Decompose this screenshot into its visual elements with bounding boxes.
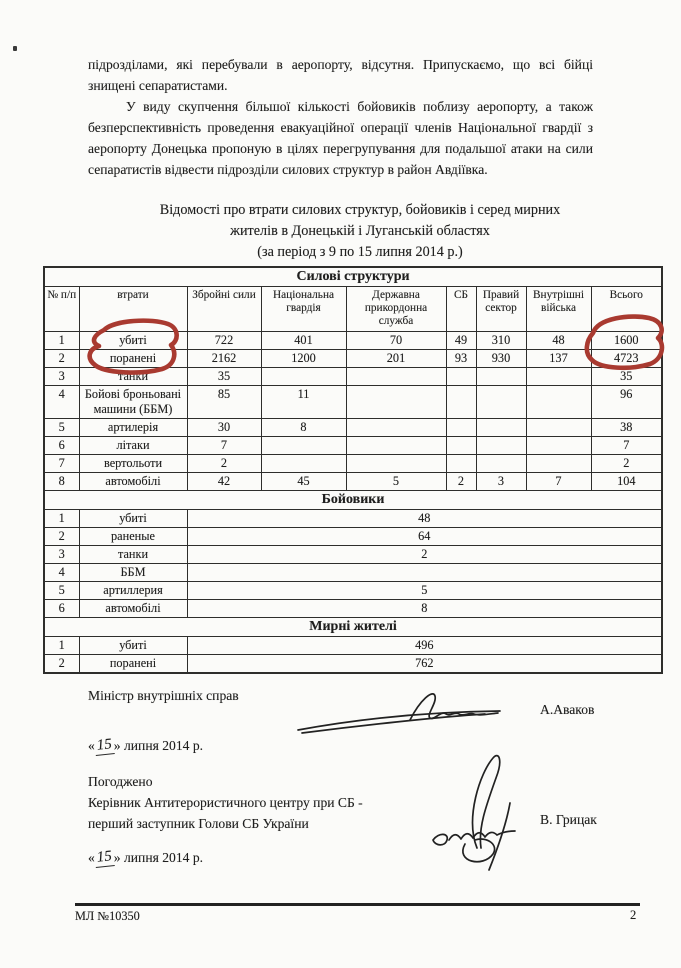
scan-artifact-speck — [13, 46, 17, 51]
section-header-row — [44, 267, 662, 287]
table-cell: 48 — [526, 332, 591, 350]
column-header: Всього — [591, 287, 662, 332]
section-header-row — [44, 618, 662, 637]
body-text-block — [88, 54, 593, 180]
table-cell — [346, 368, 446, 386]
table-row — [44, 455, 662, 473]
handwritten-day: 15 — [94, 848, 115, 868]
table-cell — [346, 437, 446, 455]
table-cell: 401 — [261, 332, 346, 350]
date-rest: » липня 2014 р. — [113, 738, 204, 753]
casualty-table — [43, 266, 663, 674]
table-cell: 8 — [187, 600, 662, 618]
table-cell: артилерія — [79, 419, 187, 437]
column-header: Внутрішні війська — [526, 287, 591, 332]
table-cell: 1600 — [591, 332, 662, 350]
signature-avakov — [292, 686, 534, 738]
table-cell: 2 — [187, 455, 261, 473]
table-cell: 85 — [187, 386, 261, 419]
table-cell: 930 — [476, 350, 526, 368]
table-cell — [526, 419, 591, 437]
signature-hrytsak — [425, 748, 537, 872]
table-cell: 96 — [591, 386, 662, 419]
table-cell — [187, 564, 662, 582]
table-cell — [446, 386, 476, 419]
column-header: Збройні сили — [187, 287, 261, 332]
chief-title-line2: перший заступник Голови СБ України — [88, 816, 309, 831]
table-cell: 5 — [187, 582, 662, 600]
document-title — [75, 200, 645, 263]
table-cell: 2 — [44, 655, 79, 674]
table-cell: 5 — [44, 582, 79, 600]
table-cell: 30 — [187, 419, 261, 437]
table-cell: 42 — [187, 473, 261, 491]
table-cell: 7 — [187, 437, 261, 455]
paragraph: підрозділами, які перебували в аеропорту, відсутня. Припускаємо, що всі бійці знищені сепаратистами. — [88, 57, 593, 93]
table-cell: 6 — [44, 437, 79, 455]
table-cell: 38 — [591, 419, 662, 437]
minister-name: А.Аваков — [540, 702, 595, 717]
table-cell — [346, 455, 446, 473]
chief-name: В. Грицак — [540, 812, 597, 827]
table-cell — [446, 368, 476, 386]
chief-title-line1: Керівник Антитерористичного центру при СБ - — [88, 795, 363, 810]
table-cell — [446, 437, 476, 455]
doc-number: МЛ №10350 — [75, 909, 140, 923]
column-header: Правий сектор — [476, 287, 526, 332]
footer-divider — [75, 903, 640, 906]
table-cell: 11 — [261, 386, 346, 419]
table-cell: 35 — [187, 368, 261, 386]
table-row — [44, 437, 662, 455]
table-row — [44, 582, 662, 600]
table-cell: 1 — [44, 637, 79, 655]
column-header: № п/п — [44, 287, 79, 332]
table-cell: 2 — [187, 546, 662, 564]
column-header-row — [44, 287, 662, 332]
table-row — [44, 546, 662, 564]
table-cell: 64 — [187, 528, 662, 546]
table-cell: 1200 — [261, 350, 346, 368]
table-cell: Бойові броньовані машини (ББМ) — [79, 386, 187, 419]
table-cell: 2 — [591, 455, 662, 473]
table-row — [44, 368, 662, 386]
table-cell: 2 — [446, 473, 476, 491]
table-cell — [261, 437, 346, 455]
table-row — [44, 386, 662, 419]
table-cell: артиллерия — [79, 582, 187, 600]
table-cell — [476, 437, 526, 455]
table-cell: 2162 — [187, 350, 261, 368]
title-line: Відомості про втрати силових структур, бойовиків і серед мирних — [159, 202, 561, 218]
table-cell: 2 — [44, 350, 79, 368]
table-cell — [476, 419, 526, 437]
quote-open: « — [88, 738, 95, 753]
table-cell — [476, 455, 526, 473]
table-cell: 1 — [44, 510, 79, 528]
table-cell: 4723 — [591, 350, 662, 368]
table-cell — [526, 368, 591, 386]
table-row — [44, 510, 662, 528]
table-cell: 4 — [44, 386, 79, 419]
table-cell — [261, 368, 346, 386]
table-row — [44, 350, 662, 368]
section-title: Силові структури — [44, 267, 662, 287]
table-cell: 722 — [187, 332, 261, 350]
table-cell: 1 — [44, 332, 79, 350]
table-cell: 7 — [44, 455, 79, 473]
table-row — [44, 332, 662, 350]
table-row — [44, 564, 662, 582]
title-line: жителів в Донецькій і Луганській областях — [230, 223, 490, 239]
table-cell: 5 — [44, 419, 79, 437]
table-cell — [446, 419, 476, 437]
table-cell: 3 — [44, 368, 79, 386]
table-row — [44, 528, 662, 546]
table-cell — [476, 386, 526, 419]
minister-title: Міністр внутрішніх справ — [88, 688, 239, 703]
section-title: Бойовики — [44, 491, 662, 510]
title-line: (за період з 9 по 15 липня 2014 р.) — [257, 244, 463, 260]
table-row — [44, 600, 662, 618]
table-cell: 3 — [476, 473, 526, 491]
table-cell: 49 — [446, 332, 476, 350]
table-cell: поранені — [79, 655, 187, 674]
table-cell: вертольоти — [79, 455, 187, 473]
table-cell: автомобілі — [79, 473, 187, 491]
column-header: Національна гвардія — [261, 287, 346, 332]
table-cell — [346, 419, 446, 437]
table-cell: 310 — [476, 332, 526, 350]
page-number: 2 — [630, 908, 637, 922]
table-cell: 762 — [187, 655, 662, 674]
table-cell: 4 — [44, 564, 79, 582]
section-header-row — [44, 491, 662, 510]
table-cell: 7 — [591, 437, 662, 455]
table-cell — [526, 455, 591, 473]
date-line — [88, 738, 203, 756]
table-cell — [446, 455, 476, 473]
table-cell: 7 — [526, 473, 591, 491]
table-cell: 45 — [261, 473, 346, 491]
table-cell: 104 — [591, 473, 662, 491]
table-row — [44, 473, 662, 491]
table-cell — [526, 386, 591, 419]
table-cell: поранені — [79, 350, 187, 368]
agreed-label: Погоджено — [88, 774, 153, 789]
handwritten-day: 15 — [94, 736, 115, 756]
table-cell: 8 — [44, 473, 79, 491]
table-cell: 2 — [44, 528, 79, 546]
date-line — [88, 850, 203, 868]
table-cell: 5 — [346, 473, 446, 491]
table-cell — [346, 386, 446, 419]
table-cell — [526, 437, 591, 455]
table-cell: убиті — [79, 637, 187, 655]
table-cell: 3 — [44, 546, 79, 564]
table-row — [44, 655, 662, 674]
column-header: СБ — [446, 287, 476, 332]
quote-open: « — [88, 850, 95, 865]
table-cell: літаки — [79, 437, 187, 455]
table-cell: танки — [79, 368, 187, 386]
table-cell: 8 — [261, 419, 346, 437]
table-cell — [261, 455, 346, 473]
table-cell: танки — [79, 546, 187, 564]
table-cell: убиті — [79, 332, 187, 350]
column-header: втрати — [79, 287, 187, 332]
table-cell: 137 — [526, 350, 591, 368]
table-cell: ББМ — [79, 564, 187, 582]
table-cell: 93 — [446, 350, 476, 368]
table-cell: убиті — [79, 510, 187, 528]
table-cell — [476, 368, 526, 386]
table-cell: 496 — [187, 637, 662, 655]
table-cell: автомобілі — [79, 600, 187, 618]
table-row — [44, 637, 662, 655]
table-cell: 201 — [346, 350, 446, 368]
date-rest: » липня 2014 р. — [113, 850, 204, 865]
table-cell: раненые — [79, 528, 187, 546]
column-header: Державна прикордонна служба — [346, 287, 446, 332]
table-cell: 35 — [591, 368, 662, 386]
table-cell: 70 — [346, 332, 446, 350]
paragraph: У виду скупчення більшої кількості бойовиків поблизу аеропорту, а також безперспективність проведення евакуаційної операції членів Національної гвардії з аеропорту Донецька пропоную в цілях перегрупування для подальшої атаки на сили сепаратистів відвести підрозділи силових структур в район Авдіївка. — [88, 99, 593, 177]
section-title: Мирні жителі — [44, 618, 662, 637]
table-cell: 48 — [187, 510, 662, 528]
table-row — [44, 419, 662, 437]
table-cell: 6 — [44, 600, 79, 618]
